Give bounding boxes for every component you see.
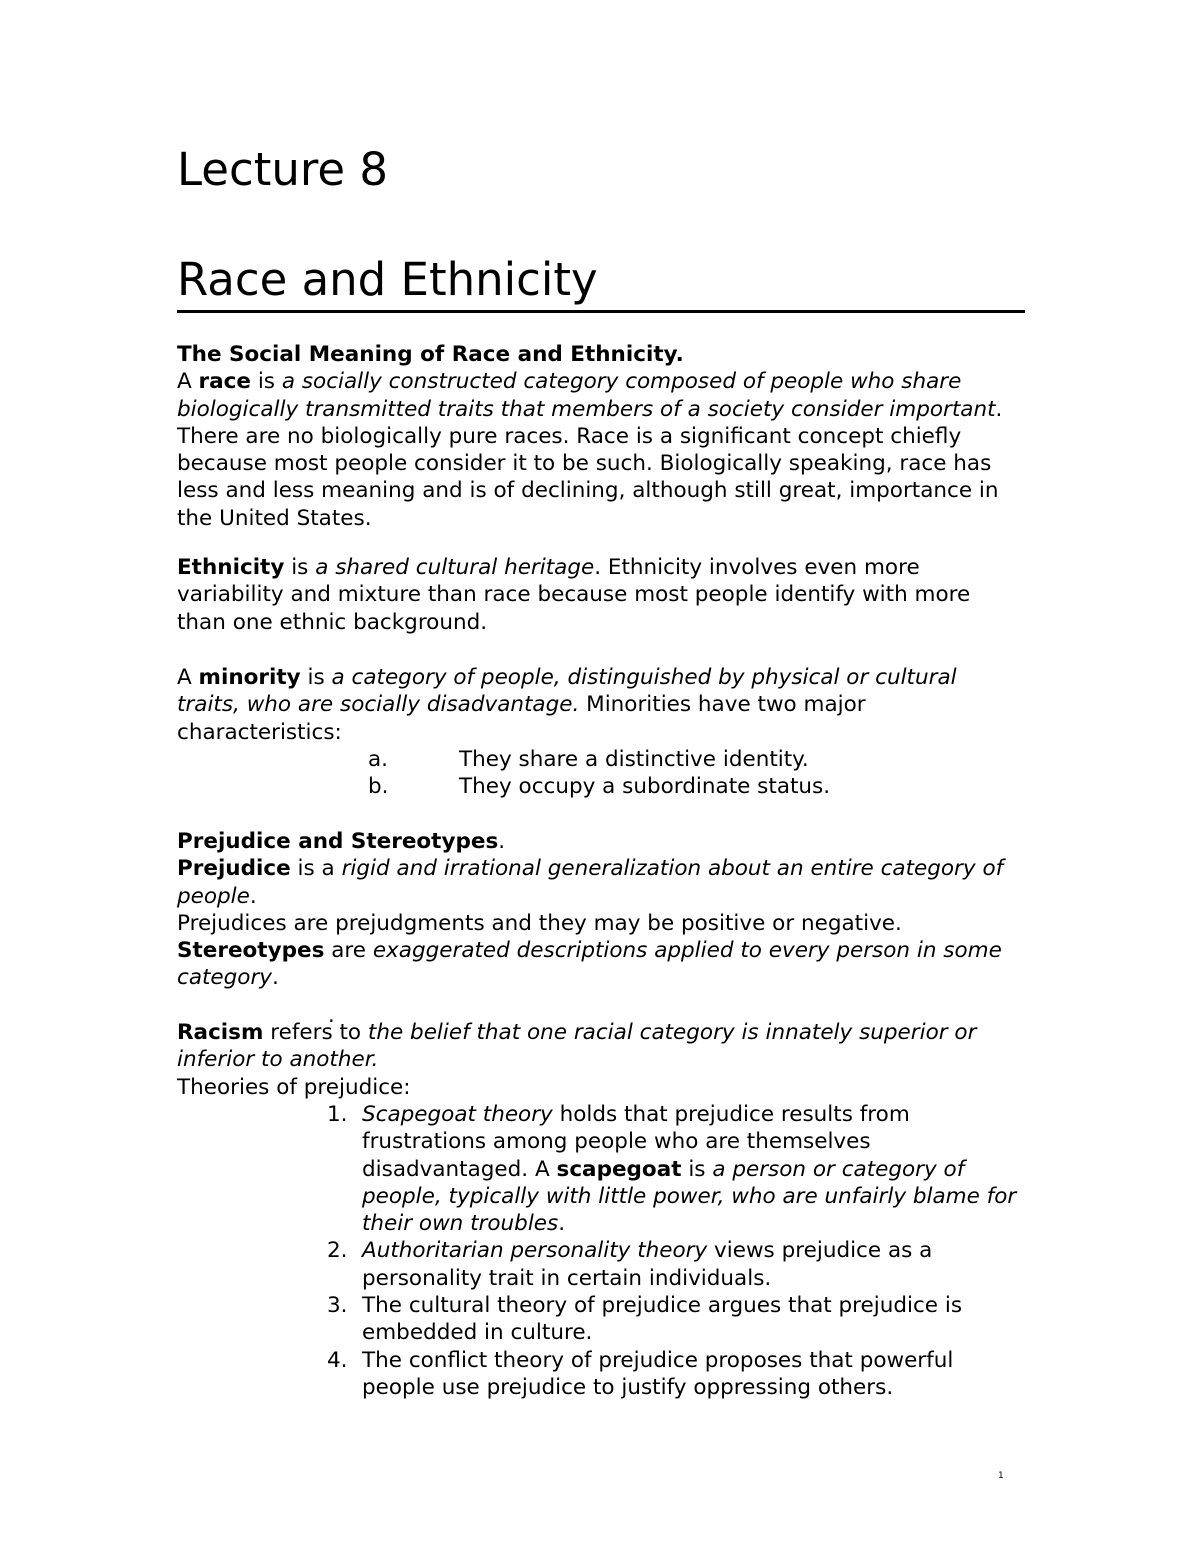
theories-list xyxy=(327,1101,1027,1401)
section-heading: Prejudice and Stereotypes xyxy=(177,829,499,854)
minority-paragraph: A minority is a category of people, distinguished by physical or cultural traits, who are socially disadvantage. Minorities have two major characteristics: xyxy=(177,665,957,745)
list-item: 1. Scapegoat theory holds that prejudice results from frustrations among people who are themselves disadvantaged. A scapegoat is a person or category of people, typically with little power, who are unfairly blame for their own troubles. xyxy=(327,1102,1017,1237)
definition-prejudice: rigid and irrational generalization about an entire category of people xyxy=(177,856,1004,909)
term-scapegoat: scapegoat xyxy=(556,1156,682,1182)
definition-race: a socially constructed category composed of people who share biologically transmitted traits that members of a society consider important xyxy=(177,369,996,422)
list-item: 3. The cultural theory of prejudice argues that prejudice is embedded in culture. xyxy=(327,1293,963,1346)
section-social-meaning: The Social Meaning of Race and Ethnicity. A race is a socially constructed category composed of people who share biologically transmitted traits that members of a society consider important. There are no biologically pure races. Race is a significant concept chiefly because most people consider it to be such. Biologically speaking, race has less and less meaning and is of declining, although still great, importance in the United States. xyxy=(177,342,1003,531)
page-title: Race and Ethnicity xyxy=(177,253,598,306)
lecture-number: Lecture 8 xyxy=(177,143,389,196)
definition-ethnicity: a shared cultural heritage xyxy=(315,555,595,580)
ethnicity-paragraph: Ethnicity is a shared cultural heritage. Ethnicity involves even more variability and mixture than race because most people identify with more than one ethnic background. xyxy=(177,555,971,635)
characteristics-list xyxy=(368,746,830,801)
list-item: a. They share a distinctive identity. xyxy=(368,747,809,772)
racism-paragraph: Racism refers to the belief that one racial category is innately superior or inferior to another. Theories of prejudice: xyxy=(177,1020,977,1100)
prejudgments-text: Prejudices are prejudgments and they may be positive or negative. xyxy=(177,910,902,936)
section-prejudice: Prejudice and Stereotypes. Prejudice is a rigid and irrational generalization about an entire category of people. Prejudices are prejudgments and they may be positive or negative. Stereotypes are exaggerated descriptions applied to every person in some category. xyxy=(177,829,1004,991)
term-prejudice: Prejudice xyxy=(177,856,291,882)
list-item: 2. Authoritarian personality theory views prejudice as a personality trait in certain individuals. xyxy=(327,1238,933,1291)
definition-stereotypes: exaggerated descriptions applied to every person in some category xyxy=(177,938,1002,991)
term-ethnicity: Ethnicity xyxy=(177,555,285,580)
definition-minority: a category of people, distinguished by physical or cultural traits, who are socially disadvantage. xyxy=(177,665,957,718)
page-number: 1 xyxy=(998,1471,1004,1481)
term-minority: minority xyxy=(198,665,301,690)
term-race: race xyxy=(198,369,251,395)
section-heading: The Social Meaning of Race and Ethnicity. xyxy=(177,342,684,367)
term-racism: Racism xyxy=(177,1020,264,1045)
term-stereotypes: Stereotypes xyxy=(177,938,325,964)
stray-dot: . xyxy=(328,1003,335,1027)
list-item: 4. The conflict theory of prejudice proposes that powerful people use prejudice to justify oppressing others. xyxy=(327,1347,954,1400)
definition-racism: the belief that one racial category is innately superior or inferior to another. xyxy=(177,1020,977,1073)
title-underline xyxy=(177,310,1025,313)
theories-heading: Theories of prejudice: xyxy=(177,1074,411,1100)
list-item: b. They occupy a subordinate status. xyxy=(368,774,831,800)
